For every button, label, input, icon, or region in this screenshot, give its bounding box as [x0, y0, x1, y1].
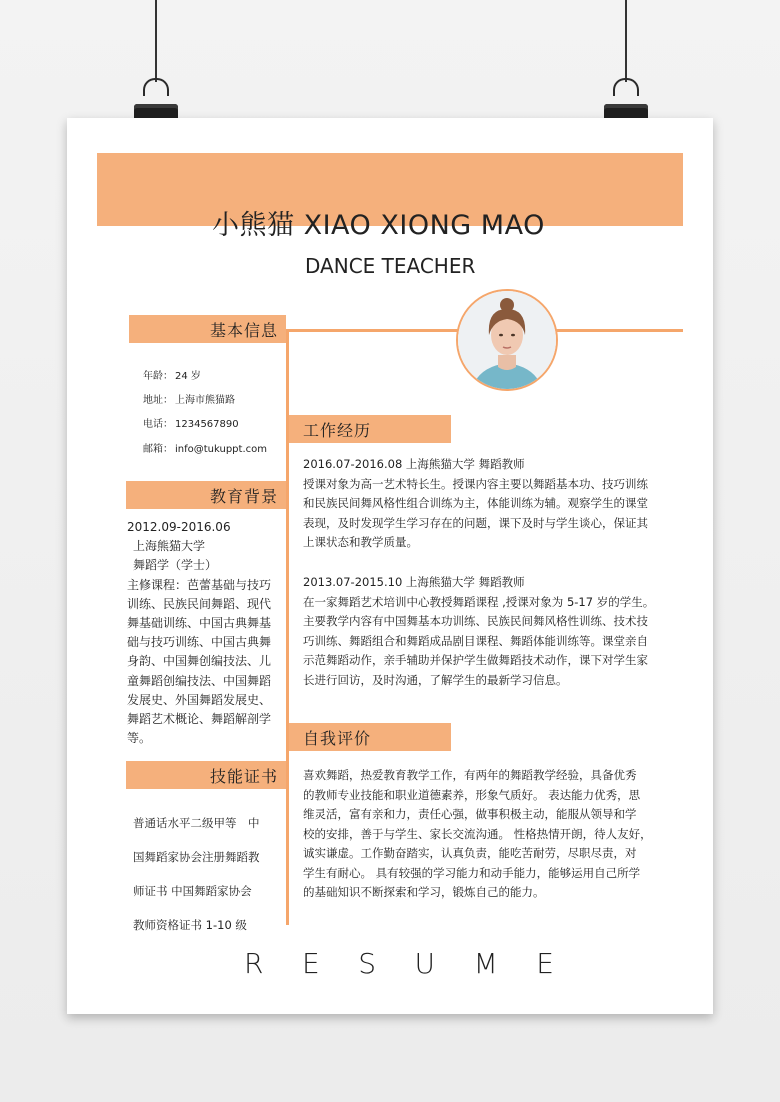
- resume-letter: U: [414, 947, 436, 980]
- education-course-line: 发展史、外国舞蹈发展史、: [127, 692, 272, 707]
- education-block: [127, 518, 282, 748]
- resume-letter: E: [302, 947, 320, 980]
- work-entry-line: 授课对象为高一艺术特长生。授课内容主要以舞蹈基本功、技巧训练: [303, 476, 648, 491]
- skills-line: 普通话水平二级甲等 中: [133, 816, 260, 830]
- self-eval-line: 喜欢舞蹈，热爱教育教学工作，有两年的舞蹈教学经验，具备优秀: [303, 768, 637, 782]
- skills-line: 教师资格证书 1-10 级: [133, 918, 247, 932]
- info-phone-value: 1234567890: [175, 419, 239, 430]
- work-entry-title: 2013.07-2015.10 上海熊猫大学 舞蹈教师: [303, 575, 525, 589]
- work-entry-line: 表现，及时发现学生学习存在的问题，课下及时与学生谈心，保证其: [303, 515, 648, 530]
- self-eval-block: [303, 766, 668, 903]
- hanging-wire-left: [155, 0, 157, 82]
- info-address-value: 上海市熊猫路: [175, 395, 235, 406]
- self-eval-line: 维灵活，富有亲和力，责任心强，做事积极主动，能服从领导和学: [303, 807, 637, 821]
- work-entry-1: [303, 455, 668, 553]
- info-phone: [143, 415, 241, 430]
- education-course-line: 童舞蹈创编技法、中国舞蹈: [127, 673, 272, 688]
- info-email-value: info@tukuppt.com: [175, 444, 267, 455]
- resume-letter: R: [244, 947, 264, 980]
- info-email-label: 邮箱：: [143, 444, 173, 455]
- work-entry-line: 上课状态和教学质量。: [303, 535, 418, 549]
- info-age: [143, 367, 203, 382]
- profile-photo: [456, 289, 558, 391]
- education-course-line: 等。: [127, 731, 152, 746]
- work-entry-line: 和民族民间舞风格性组合训练为主，体能训练为辅。观察学生的课堂: [303, 496, 648, 510]
- work-entry-title: 2016.07-2016.08 上海熊猫大学 舞蹈教师: [303, 457, 525, 471]
- work-entry-line: 长进行回访，及时沟通，了解学生的最新学习信息。: [303, 672, 568, 687]
- education-course-line: 舞蹈艺术概论、舞蹈解剖学: [127, 712, 272, 727]
- info-email: [143, 440, 269, 455]
- resume-letter: M: [473, 947, 498, 980]
- education-course-line: 础与技巧训练、中国古典舞: [127, 635, 272, 650]
- job-title: DANCE TEACHER: [305, 254, 476, 278]
- hanging-wire-right: [625, 0, 627, 82]
- work-entry-line: 在一家舞蹈艺术培训中心教授舞蹈课程 ,授课对象为 5-17 岁的学生。: [303, 594, 655, 609]
- info-age-value: 24 岁: [175, 371, 201, 382]
- work-entry-line: 主要教学内容有中国舞基本功训练、民族民间舞风格性训练、技术技: [303, 614, 648, 628]
- self-eval-line: 的基础知识不断探索和学习，锻炼自己的能力。: [303, 885, 545, 899]
- work-entry-line: 示范舞蹈动作，亲手辅助并保护学生做舞蹈技术动作，课下对学生家: [303, 653, 648, 667]
- self-eval-line: 学生有耐心。 具有较强的学习能力和动手能力，能够运用自己所学: [303, 865, 641, 880]
- education-course-line: 训练、民族民间舞蹈、现代: [127, 596, 272, 611]
- education-period: 2012.09-2016.06: [127, 520, 231, 534]
- section-self-eval: 自我评价: [289, 723, 451, 751]
- section-work: 工作经历: [289, 415, 451, 443]
- section-skills: 技能证书: [126, 761, 286, 789]
- section-education: 教育背景: [126, 481, 286, 509]
- resume-letter: E: [536, 947, 554, 980]
- skills-line: 师证书 中国舞蹈家协会: [133, 884, 252, 898]
- info-phone-label: 电话：: [143, 419, 173, 430]
- education-school: 上海熊猫大学: [133, 539, 206, 554]
- skills-block: [133, 806, 281, 942]
- education-degree: 舞蹈学（学士）: [133, 558, 218, 573]
- info-address-label: 地址：: [143, 395, 173, 406]
- info-age-label: 年龄：: [143, 371, 173, 382]
- resume-footer: [244, 947, 554, 980]
- section-basic-info: 基本信息: [129, 315, 286, 343]
- skills-line: 国舞蹈家协会注册舞蹈教: [133, 850, 260, 864]
- education-course-line: 身韵、中国舞创编技法、儿: [127, 654, 272, 669]
- self-eval-line: 的教师专业技能和职业道德素养，形象气质好。 表达能力优秀，思: [303, 787, 641, 802]
- work-entry-2: [303, 573, 668, 690]
- info-address: [143, 391, 237, 406]
- work-entry-line: 巧训练、舞蹈组合和舞蹈成品剧目课程、舞蹈体能训练等。课堂亲自: [303, 633, 648, 648]
- applicant-name: 小熊猫 XIAO XIONG MAO: [212, 210, 545, 241]
- self-eval-line: 校的安排，善于与学生、家长交流沟通。 性格热情开朗，待人友好，: [303, 826, 652, 841]
- education-course-line: 舞基础训练、中国古典舞基: [127, 616, 272, 631]
- self-eval-line: 诚实谦虚。工作勤奋踏实，认真负责，能吃苦耐劳，尽职尽责，对: [303, 846, 637, 860]
- education-course-line: 主修课程：芭蕾基础与技巧: [127, 577, 272, 592]
- resume-letter: S: [358, 947, 377, 980]
